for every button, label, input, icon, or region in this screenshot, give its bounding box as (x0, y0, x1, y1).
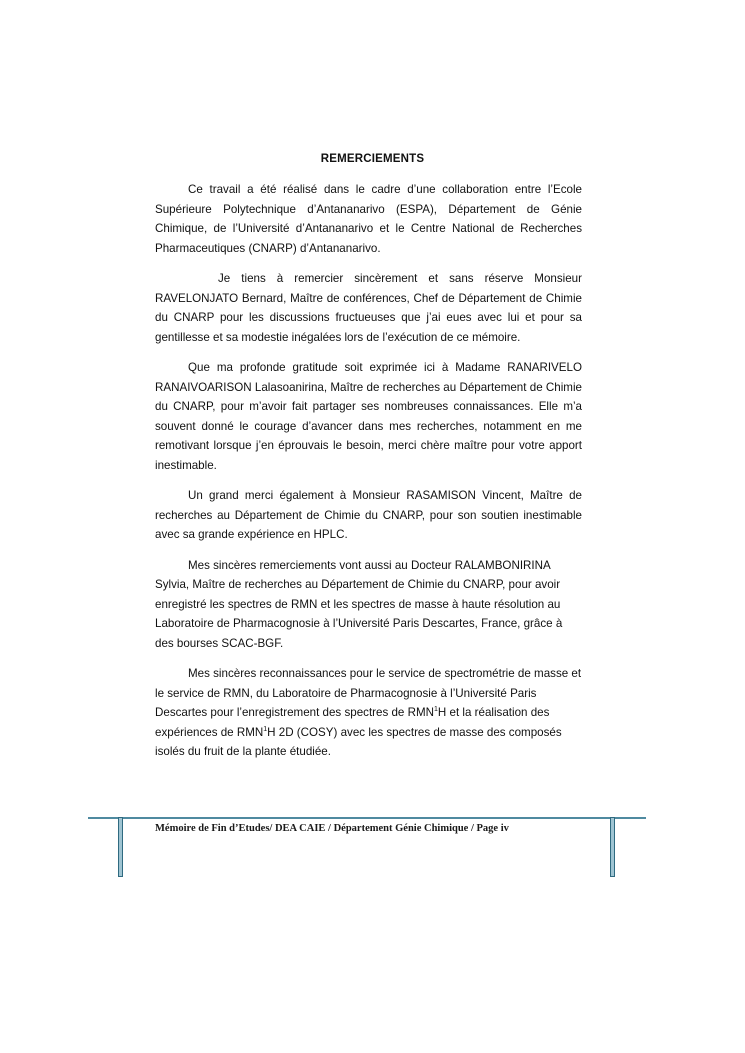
superscript-1: 1 (434, 706, 438, 714)
paragraph-thanks-services (155, 664, 582, 762)
paragraph-thanks-rasamison: Un grand merci également à Monsieur RASAMISON Vincent, Maître de recherches au Département de Chimie du CNARP, pour son soutien inestimable avec sa grande expérience en HPLC. (155, 489, 582, 541)
page-title: REMERCIEMENTS (320, 153, 425, 165)
paragraph-services-part-2: H et la réalisation des expériences de RMN (155, 706, 550, 739)
footer-right-bar (610, 817, 615, 877)
superscript-2: 1 (263, 725, 268, 733)
page-footer: Mémoire de Fin d’Etudes/ DEA CAIE / Département Génie Chimique / Page iv (155, 823, 509, 834)
paragraph-services-part-1: Mes sincères reconnaissances pour le service de spectrométrie de masse et le service de RMN, du Laboratoire de Pharmacognosie à l’Université Paris Descartes pour l’enregistrement des spectres de RMN (155, 667, 582, 719)
paragraph-collaboration: Ce travail a été réalisé dans le cadre d’une collaboration entre l’Ecole Supérieure Polytechnique d’Antananarivo (ESPA), Département de Génie Chimique, de l’Université d’Antananarivo et le Centre National de Recherches Pharmaceutiques (CNARP) d’Antananarivo. (155, 183, 582, 255)
paragraph-thanks-ranarivelo: Que ma profonde gratitude soit exprimée ici à Madame RANARIVELO RANAIVOARISON Lalasoanirina, Maître de recherches au Département de Chimie du CNARP, pour m’avoir fait partager ses nombreuses connaissances. Elle m’a souvent donné le courage d’avancer dans mes recherches, notamment en me remotivant lorsque j’en éprouvais le besoin, merci chère maître pour votre apport inestimable. (155, 361, 582, 472)
document-body (155, 180, 582, 773)
footer-left-bar (118, 817, 123, 877)
paragraph-thanks-ravelonjato: Je tiens à remercier sincèrement et sans réserve Monsieur RAVELONJATO Bernard, Maître de conférences, Chef de Département de Chimie du CNARP pour les discussions fructueuses que j’ai eues avec lui et pour sa gentillesse et sa modestie inégalées lors de l’exécution de ce mémoire. (155, 272, 582, 344)
footer-divider (88, 817, 646, 819)
paragraph-services-part-3: H 2D (COSY) avec les spectres de masse des composés isolés du fruit de la plante étudiée. (155, 725, 562, 758)
paragraph-thanks-ralambonirina: Mes sincères remerciements vont aussi au Docteur RALAMBONIRINA Sylvia, Maître de recherches au Département de Chimie du CNARP, pour avoir enregistré les spectres de RMN et les spectres de masse à haute résolution au Laboratoire de Pharmacognosie à l’Université Paris Descartes, France, grâce à des bourses SCAC-BGF. (155, 558, 563, 650)
